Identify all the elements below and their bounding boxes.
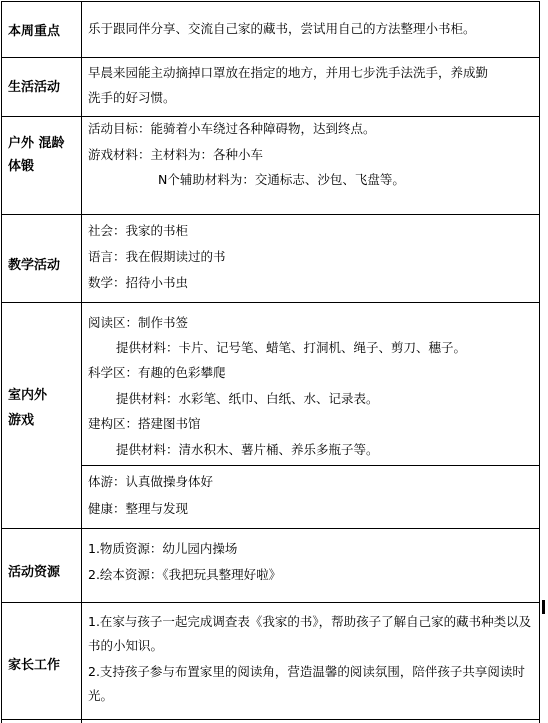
- daily-life-line-2: 洗手的好习惯。: [88, 90, 176, 105]
- teaching-math: 数学：招待小书虫: [88, 275, 189, 290]
- games-sports: 体游：认真做操身体好: [88, 474, 214, 489]
- games-health: 健康：整理与发现: [88, 501, 189, 516]
- row-label-games-line-1: 室内外: [8, 388, 48, 403]
- row-border: [1, 57, 540, 58]
- row-label-games-line-2: 游戏: [8, 413, 35, 428]
- row-label-outdoor-line-1: 户外 混龄: [8, 136, 65, 151]
- row-border: [1, 1, 540, 2]
- row-sub-border: [81, 465, 539, 466]
- row-border: [1, 602, 540, 603]
- row-label-parents: 家长工作: [8, 658, 61, 673]
- games-science-area: 科学区：有趣的色彩攀爬: [88, 365, 226, 380]
- outdoor-materials-aux: N个辅助材料为：交通标志、沙包、飞盘等。: [158, 172, 405, 187]
- row-border: [1, 719, 540, 720]
- row-label-resources: 活动资源: [8, 565, 61, 580]
- row-label-teaching: 教学活动: [8, 258, 61, 273]
- row-border: [1, 528, 540, 529]
- games-building-area: 建构区：搭建图书馆: [88, 416, 201, 431]
- outdoor-materials-main: 游戏材料：主材料为：各种小车: [88, 147, 264, 162]
- row-border: [1, 302, 540, 303]
- games-reading-area: 阅读区：制作书签: [88, 315, 189, 330]
- outdoor-goal: 活动目标：能骑着小车绕过各种障碍物，达到终点。: [88, 121, 376, 136]
- row-label-daily-life: 生活活动: [8, 80, 61, 95]
- parents-item-1: 1.在家与孩子一起完成调查表《我家的书》，帮助孩子了解自己家的藏书种类以及书的小知识。: [88, 614, 532, 653]
- games-science-materials: 提供材料：水彩笔、纸巾、白纸、水、记录表。: [116, 391, 379, 406]
- resources-picture-book: 2.绘本资源：《我把玩具整理好啦》: [88, 567, 282, 582]
- column-divider: [81, 1, 82, 723]
- resources-physical: 1.物质资源：幼儿园内操场: [88, 541, 238, 556]
- row-label-outdoor-line-2: 体锻: [8, 159, 35, 174]
- row-label-weekly-focus: 本周重点: [8, 24, 61, 39]
- cursor-mark: [542, 600, 545, 614]
- row-border: [1, 116, 540, 117]
- row-border: [1, 214, 540, 215]
- table-border-left: [1, 1, 2, 723]
- weekly-focus-text: 乐于跟同伴分享、交流自己家的藏书，尝试用自己的方法整理小书柜。: [88, 21, 476, 36]
- teaching-language: 语言：我在假期读过的书: [88, 249, 226, 264]
- games-reading-materials: 提供材料：卡片、记号笔、蜡笔、打洞机、绳子、剪刀、穗子。: [116, 340, 467, 355]
- teaching-social: 社会：我家的书柜: [88, 223, 189, 238]
- parents-item-2: 2.支持孩子参与布置家里的阅读角，营造温馨的阅读氛围，陪伴孩子共享阅读时光。: [88, 664, 525, 703]
- games-building-materials: 提供材料：清水积木、薯片桶、养乐多瓶子等。: [116, 442, 379, 457]
- daily-life-line-1: 早晨来园能主动摘掉口罩放在指定的地方，并用七步洗手法洗手，养成勤: [88, 65, 489, 80]
